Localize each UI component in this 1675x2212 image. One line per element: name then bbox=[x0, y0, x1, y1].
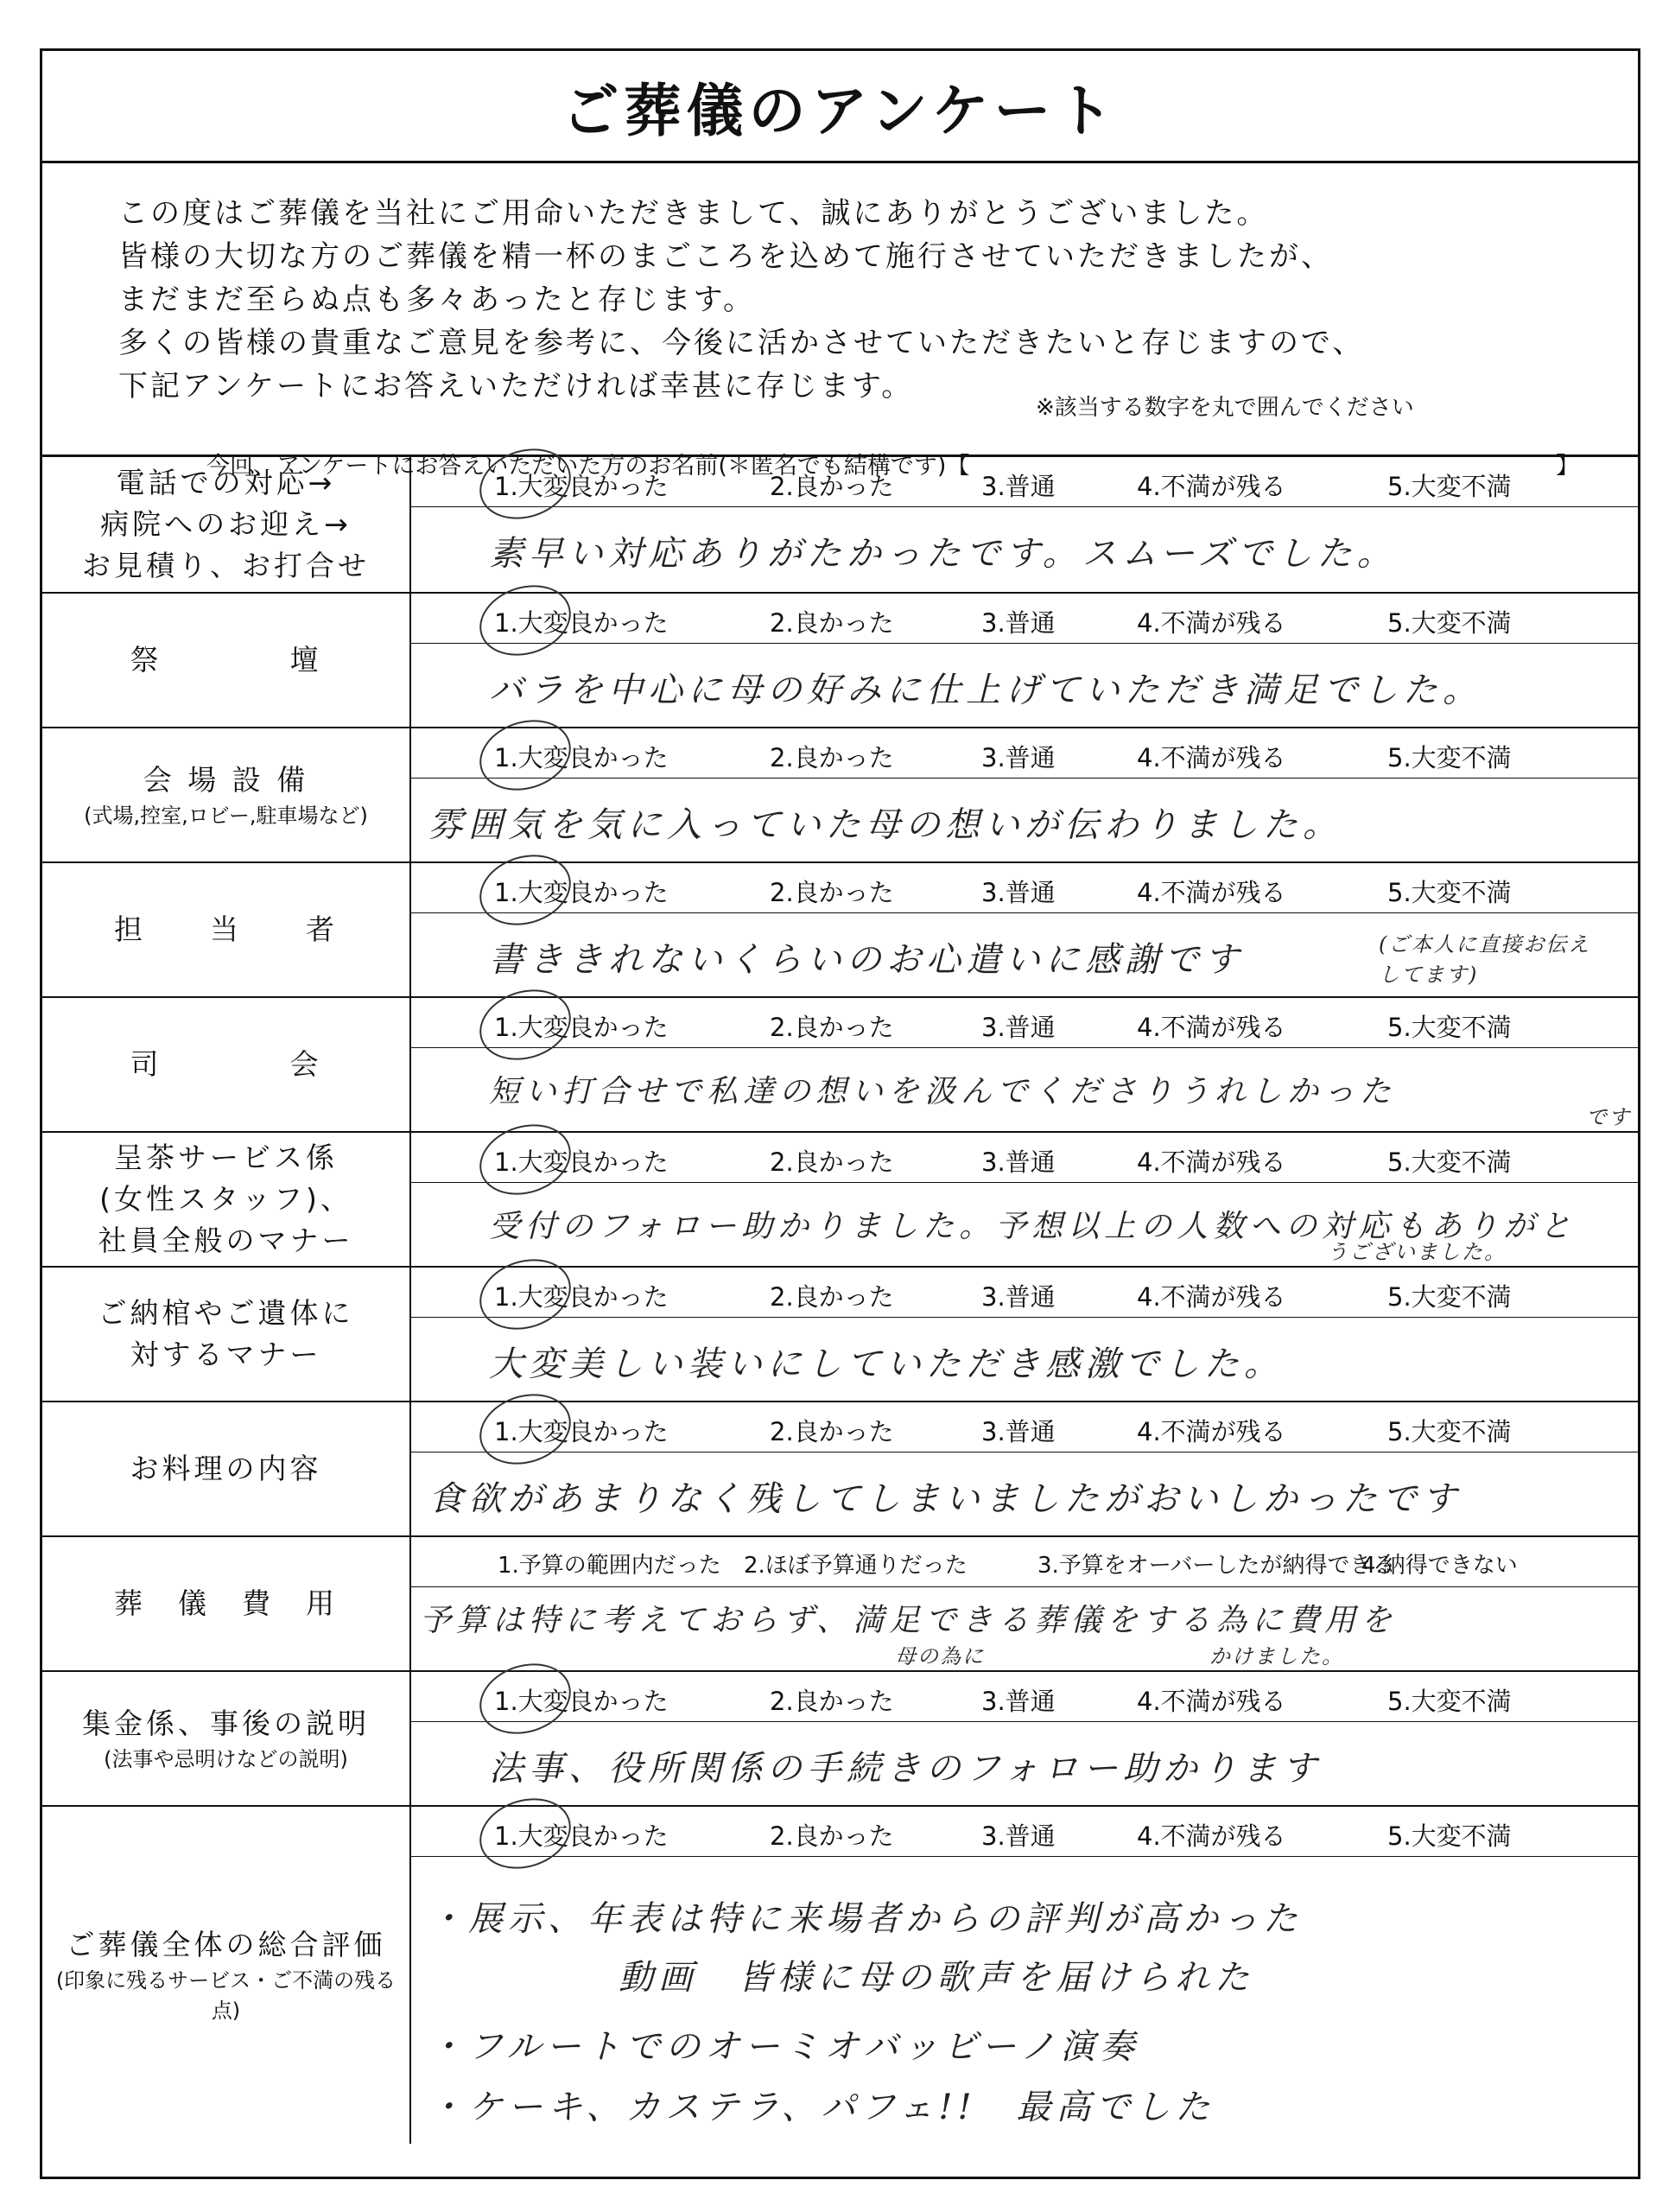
rating-option[interactable]: 2.良かった bbox=[770, 1687, 894, 1716]
question-label-line: 電話での対応→ bbox=[116, 466, 336, 500]
rating-options bbox=[411, 1268, 1638, 1318]
rating-option[interactable]: 1.大変良かった bbox=[494, 1147, 669, 1177]
handwritten-comment bbox=[411, 1452, 1638, 1535]
rating-option[interactable]: 4.納得できない bbox=[1361, 1553, 1518, 1579]
question-label bbox=[42, 1672, 411, 1805]
rating-option[interactable]: 3.普通 bbox=[981, 1821, 1056, 1851]
rating-options bbox=[411, 1807, 1638, 1857]
rating-option[interactable]: 3.普通 bbox=[981, 1417, 1056, 1446]
handwritten-comment bbox=[411, 644, 1638, 727]
rating-option[interactable]: 4.不満が残る bbox=[1137, 1282, 1286, 1312]
rating-option[interactable]: 1.大変良かった bbox=[494, 1013, 669, 1042]
rating-option[interactable]: 2.良かった bbox=[770, 1147, 894, 1177]
question-row bbox=[42, 594, 1638, 728]
handwritten-comment bbox=[411, 507, 1638, 592]
rating-options bbox=[411, 1402, 1638, 1452]
survey-form bbox=[40, 48, 1640, 2179]
rating-option[interactable]: 2.ほぼ予算通りだった bbox=[744, 1553, 968, 1579]
rating-option[interactable]: 5.大変不満 bbox=[1387, 1687, 1512, 1716]
name-bracket: 】 bbox=[1556, 453, 1579, 480]
question-label-line: 担 当 者 bbox=[114, 912, 338, 947]
rating-option[interactable]: 5.大変不満 bbox=[1387, 743, 1512, 772]
rating-option[interactable]: 3.普通 bbox=[981, 608, 1056, 638]
rating-option[interactable]: 5.大変不満 bbox=[1387, 1417, 1512, 1446]
question-label bbox=[42, 728, 411, 861]
question-label-line: 葬 儀 費 用 bbox=[114, 1586, 338, 1621]
rating-options bbox=[411, 998, 1638, 1048]
comment-text: 食欲があまりなく残してしまいましたがおいしかったです bbox=[428, 1479, 1462, 1519]
rating-options bbox=[411, 1537, 1638, 1587]
rating-options bbox=[411, 728, 1638, 779]
rating-options bbox=[411, 1133, 1638, 1183]
rating-option[interactable]: 5.大変不満 bbox=[1387, 608, 1512, 638]
handwritten-comment bbox=[411, 1048, 1638, 1131]
rating-option[interactable]: 2.良かった bbox=[770, 743, 894, 772]
rating-option[interactable]: 4.不満が残る bbox=[1137, 472, 1286, 501]
rating-option[interactable]: 2.良かった bbox=[770, 608, 894, 638]
comment-subtext: です bbox=[1586, 1105, 1631, 1129]
question-row bbox=[42, 1807, 1638, 2144]
intro-section bbox=[42, 163, 1638, 480]
question-label-line: 集金係、事後の説明 bbox=[82, 1706, 370, 1740]
comment-text: 大変美しい装いにしていただき感激でした。 bbox=[489, 1344, 1284, 1384]
handwritten-comment bbox=[411, 913, 1638, 996]
question-label-line: お料理の内容 bbox=[130, 1452, 322, 1486]
rating-option[interactable]: 1.大変良かった bbox=[494, 743, 669, 772]
question-label-line: 会 場 設 備 bbox=[143, 762, 309, 797]
rating-option[interactable]: 3.予算をオーバーしたが納得できる bbox=[1037, 1553, 1395, 1579]
rating-option[interactable]: 3.普通 bbox=[981, 472, 1056, 501]
question-label-line: 社員全般のマナー bbox=[98, 1223, 354, 1257]
question-sublabel: (法事や忌明けなどの説明) bbox=[104, 1746, 348, 1771]
comment-subtext: 母の為に かけました。 bbox=[895, 1644, 1344, 1669]
intro-line: 皆様の大切な方のご葬儀を精一杯のまごころを込めて施行させていただきましたが、 bbox=[118, 239, 1333, 274]
rating-option[interactable]: 4.不満が残る bbox=[1137, 1821, 1286, 1851]
question-label-line: 祭 壇 bbox=[130, 643, 322, 677]
handwritten-comment bbox=[411, 1183, 1638, 1266]
rating-options bbox=[411, 863, 1638, 913]
comment-subtext: うございました。 bbox=[1327, 1240, 1507, 1264]
rating-option[interactable]: 4.不満が残る bbox=[1137, 743, 1286, 772]
comment-text: 雰囲気を気に入っていた母の想いが伝わりました。 bbox=[428, 805, 1342, 845]
question-label bbox=[42, 1268, 411, 1401]
intro-line: この度はご葬儀を当社にご用命いただきまして、誠にありがとうございました。 bbox=[118, 196, 1269, 231]
overall-comment-line: 動画 皆様に母の歌声を届けられた bbox=[619, 1958, 1254, 1998]
rating-option[interactable]: 4.不満が残る bbox=[1137, 1417, 1286, 1446]
comment-text: 素早い対応ありがたかったです。スムーズでした。 bbox=[489, 534, 1397, 574]
rating-options bbox=[411, 594, 1638, 644]
rating-options bbox=[411, 457, 1638, 507]
rating-option[interactable]: 2.良かった bbox=[770, 1282, 894, 1312]
rating-option[interactable]: 5.大変不満 bbox=[1387, 878, 1512, 907]
rating-option[interactable]: 1.大変良かった bbox=[494, 608, 669, 638]
rating-option[interactable]: 1.大変良かった bbox=[494, 1282, 669, 1312]
question-row bbox=[42, 1268, 1638, 1402]
rating-option[interactable]: 2.良かった bbox=[770, 472, 894, 501]
handwritten-comment bbox=[411, 1587, 1638, 1670]
question-label-line: 呈茶サービス係 bbox=[114, 1141, 338, 1175]
question-label-line: ご葬儀全体の総合評価 bbox=[66, 1928, 386, 1962]
intro-line: まだまだ至らぬ点も多々あったと存じます。 bbox=[118, 283, 755, 317]
rating-option[interactable]: 2.良かった bbox=[770, 1417, 894, 1446]
question-row bbox=[42, 1133, 1638, 1268]
handwritten-comment bbox=[411, 1318, 1638, 1401]
rating-options bbox=[411, 1672, 1638, 1722]
question-label-line: お見積り、お打合せ bbox=[82, 548, 370, 582]
instruction-note: ※該当する数字を丸で囲んでください bbox=[1036, 395, 1414, 421]
question-row bbox=[42, 728, 1638, 863]
rating-option[interactable]: 4.不満が残る bbox=[1137, 608, 1286, 638]
rating-option[interactable]: 1.予算の範囲内だった bbox=[498, 1553, 721, 1579]
overall-comment-line: ・展示、年表は特に来場者からの評判が高かった bbox=[428, 1899, 1303, 1939]
rating-option[interactable]: 1.大変良かった bbox=[494, 878, 669, 907]
handwritten-comment bbox=[411, 779, 1638, 861]
question-label-line: 病院へのお迎え→ bbox=[100, 507, 352, 542]
question-sublabel: (式場,控室,ロビー,駐車場など) bbox=[84, 803, 368, 828]
rating-option[interactable]: 2.良かった bbox=[770, 1013, 894, 1042]
question-row bbox=[42, 998, 1638, 1133]
question-label bbox=[42, 1133, 411, 1266]
rating-option[interactable]: 4.不満が残る bbox=[1137, 1687, 1286, 1716]
question-row bbox=[42, 863, 1638, 998]
rating-option[interactable]: 1.大変良かった bbox=[494, 1821, 669, 1851]
rating-option[interactable]: 5.大変不満 bbox=[1387, 472, 1512, 501]
rating-option[interactable]: 5.大変不満 bbox=[1387, 1147, 1512, 1177]
rating-option[interactable]: 3.普通 bbox=[981, 1147, 1056, 1177]
question-row bbox=[42, 1402, 1638, 1537]
comment-text: バラを中心に母の好みに仕上げていただき満足でした。 bbox=[489, 671, 1482, 710]
rating-option[interactable]: 3.普通 bbox=[981, 878, 1056, 907]
handwritten-comment bbox=[411, 1857, 1638, 2144]
overall-comment-line: ・フルートでのオーミオバッビーノ演奏 bbox=[428, 2027, 1140, 2067]
rating-option[interactable]: 1.大変良かった bbox=[494, 1417, 669, 1446]
rating-option[interactable]: 1.大変良かった bbox=[494, 472, 669, 501]
question-label bbox=[42, 594, 411, 727]
handwritten-comment bbox=[411, 1722, 1638, 1805]
intro-line: 多くの皆様の貴重なご意見を参考に、今後に活かさせていただきたいと存じますので、 bbox=[118, 326, 1365, 360]
rating-option[interactable]: 4.不満が残る bbox=[1137, 1147, 1286, 1177]
rating-option[interactable]: 3.普通 bbox=[981, 1687, 1056, 1716]
question-label bbox=[42, 1402, 411, 1535]
comment-text: 書ききれないくらいのお心遣いに感謝です bbox=[489, 940, 1244, 980]
rating-option[interactable]: 5.大変不満 bbox=[1387, 1821, 1512, 1851]
question-label bbox=[42, 863, 411, 996]
rating-option[interactable]: 5.大変不満 bbox=[1387, 1013, 1512, 1042]
intro-line: 下記アンケートにお答えいただければ幸甚に存じます。 bbox=[118, 369, 914, 404]
page-title: ご葬儀のアンケート bbox=[42, 51, 1638, 163]
comment-text: 受付のフォロー助かりました。予想以上の人数への対応もありがと bbox=[489, 1209, 1577, 1244]
comment-text: 短い打合せで私達の想いを汲んでくださりうれしかった bbox=[489, 1074, 1397, 1109]
rating-option[interactable]: 3.普通 bbox=[981, 743, 1056, 772]
question-label bbox=[42, 457, 411, 592]
overall-comment-line: ・ケーキ、カステラ、パフェ!! 最高でした bbox=[428, 2088, 1215, 2127]
question-label-line: 司 会 bbox=[130, 1047, 322, 1082]
question-sublabel: (印象に残るサービス・ご不満の残る点) bbox=[55, 1968, 397, 2023]
question-label-line: ご納棺やご遺体に bbox=[98, 1296, 354, 1331]
question-label bbox=[42, 998, 411, 1131]
name-prompt: 今回、アンケートにお答えいただいた方のお名前(＊匿名でも結構です)【 bbox=[206, 453, 970, 480]
rating-option[interactable]: 1.大変良かった bbox=[494, 1687, 669, 1716]
rating-option[interactable]: 5.大変不満 bbox=[1387, 1282, 1512, 1312]
rating-option[interactable]: 3.普通 bbox=[981, 1282, 1056, 1312]
question-label bbox=[42, 1807, 411, 2144]
comment-text: 予算は特に考えておらず、満足できる葬儀をする為に費用を bbox=[420, 1603, 1398, 1638]
question-label-line: 対するマナー bbox=[130, 1338, 322, 1371]
comment-text: 法事、役所関係の手続きのフォロー助かります bbox=[489, 1749, 1322, 1789]
question-row bbox=[42, 1537, 1638, 1672]
question-label-line: (女性スタッフ)、 bbox=[99, 1182, 352, 1217]
question-row bbox=[42, 1672, 1638, 1807]
rating-option[interactable]: 4.不満が残る bbox=[1137, 878, 1286, 907]
question-label bbox=[42, 1537, 411, 1670]
question-row bbox=[42, 457, 1638, 594]
rating-option[interactable]: 4.不満が残る bbox=[1137, 1013, 1286, 1042]
rating-option[interactable]: 2.良かった bbox=[770, 1821, 894, 1851]
comment-subtext: (ご本人に直接お伝えしてます) bbox=[1379, 932, 1591, 987]
rating-option[interactable]: 3.普通 bbox=[981, 1013, 1056, 1042]
rating-option[interactable]: 2.良かった bbox=[770, 878, 894, 907]
